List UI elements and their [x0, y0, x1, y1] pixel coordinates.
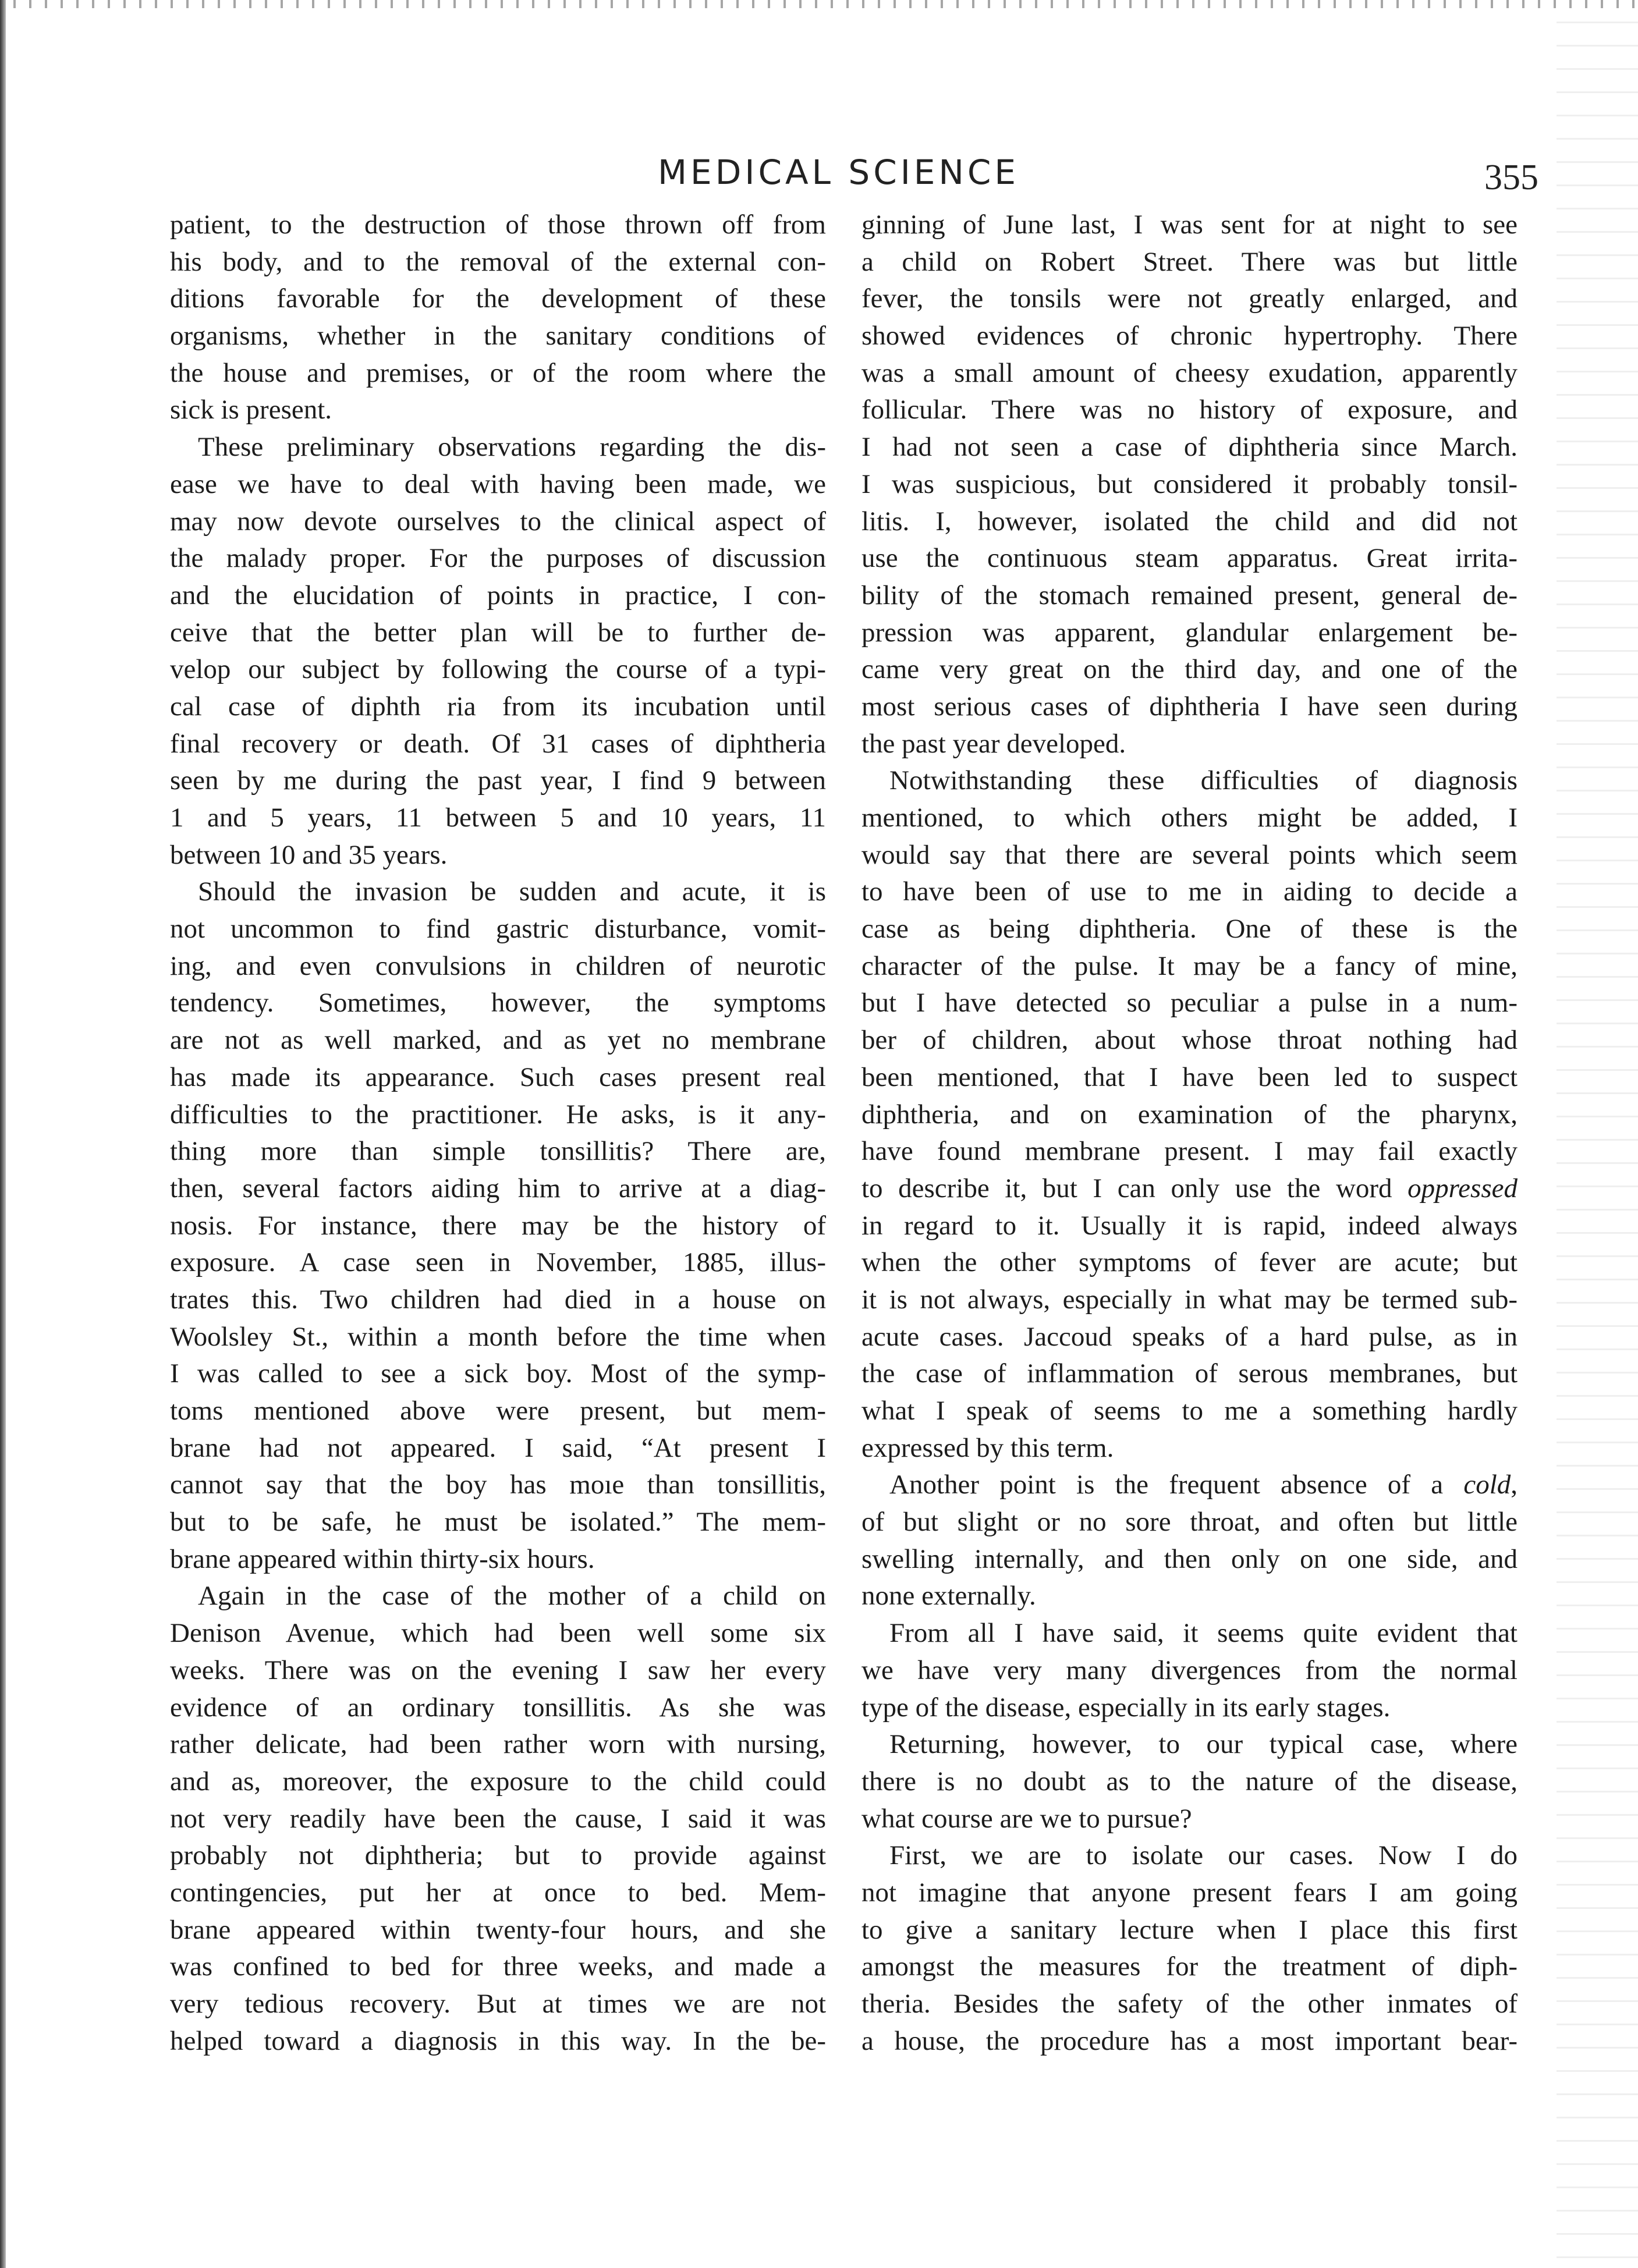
- text-line: ber of children, about whose throat nothing had: [861, 1025, 1518, 1056]
- text-line: been mentioned, that I have been led to suspect: [861, 1062, 1518, 1092]
- text-line: final recovery or death. Of 31 cases of diphtheria: [170, 728, 826, 759]
- text-line: the house and premises, or of the room where the: [170, 357, 826, 388]
- text-line: I was called to see a sick boy. Most of the symp-: [170, 1358, 826, 1389]
- text-line: not imagine that anyone present fears I am going: [861, 1877, 1518, 1908]
- text-line: From all I have said, it seems quite evident that: [889, 1618, 1518, 1649]
- text-line: has made its appearance. Such cases present real: [170, 1062, 826, 1092]
- text-line: but I have detected so peculiar a pulse in a num-: [861, 988, 1518, 1018]
- text-line: I had not seen a case of diphtheria since March.: [861, 432, 1518, 463]
- scan-edge-top: [0, 0, 1638, 8]
- text-line: diphtheria, and on examination of the pharynx,: [861, 1099, 1518, 1130]
- running-header: MEDICAL SCIENCE: [658, 152, 1019, 192]
- text-segment: ,: [1511, 1470, 1518, 1500]
- text-line: there is no doubt as to the nature of the disease,: [861, 1766, 1518, 1797]
- text-line: between 10 and 35 years.: [170, 839, 448, 870]
- text-line: the malady proper. For the purposes of discussion: [170, 543, 826, 574]
- text-line: Returning, however, to our typical case, where: [889, 1729, 1518, 1760]
- text-line: may now devote ourselves to the clinical aspect of: [170, 506, 826, 537]
- italic-word: cold: [1463, 1470, 1511, 1500]
- text-line: but to be safe, he must be isolated.” The mem-: [170, 1507, 826, 1538]
- text-line: fever, the tonsils were not greatly enlarged, and: [861, 283, 1518, 314]
- text-line: brane had not appeared. I said, “At present I: [170, 1432, 826, 1463]
- text-line: thing more than simple tonsillitis? There are,: [170, 1136, 826, 1167]
- text-line: in regard to it. Usually it is rapid, indeed always: [861, 1210, 1518, 1241]
- text-line: type of the disease, especially in its early stages.: [861, 1692, 1391, 1723]
- text-line: it is not always, especially in what may be termed sub-: [861, 1284, 1518, 1315]
- text-line: most serious cases of diphtheria I have seen during: [861, 691, 1518, 722]
- text-line: nosis. For instance, there may be the history of: [170, 1210, 826, 1241]
- text-line: 1 and 5 years, 11 between 5 and 10 years, 11: [170, 803, 826, 833]
- text-line: Woolsley St., within a month before the time when: [170, 1321, 826, 1352]
- text-line: weeks. There was on the evening I saw her every: [170, 1655, 826, 1685]
- text-line: trates this. Two children had died in a house on: [170, 1284, 826, 1315]
- left-column: [170, 207, 826, 2060]
- text-line: ing, and even convulsions in children of neurotic: [170, 950, 826, 981]
- text-line: the case of inflammation of serous membranes, but: [861, 1358, 1518, 1389]
- text-line: a house, the procedure has a most important bear-: [861, 2025, 1518, 2056]
- page-number: 355: [1484, 158, 1538, 197]
- text-line: we have very many divergences from the normal: [861, 1655, 1518, 1685]
- text-line: seen by me during the past year, I find 9 between: [170, 765, 826, 796]
- text-line: would say that there are several points which seem: [861, 839, 1518, 870]
- text-line: acute cases. Jaccoud speaks of a hard pulse, as in: [861, 1321, 1518, 1352]
- text-line: case as being diphtheria. One of these is the: [861, 914, 1518, 945]
- text-line: Again in the case of the mother of a child on: [198, 1581, 826, 1612]
- text-line: [861, 1170, 1518, 1208]
- text-line: rather delicate, had been rather worn with nursing,: [170, 1729, 826, 1760]
- text-line: contingencies, put her at once to bed. Mem-: [170, 1877, 826, 1908]
- text-line: what I speak of seems to me a something hardly: [861, 1396, 1518, 1426]
- text-line: First, we are to isolate our cases. Now I do: [889, 1840, 1518, 1871]
- text-line: Denison Avenue, which had been well some six: [170, 1618, 826, 1649]
- text-line: probably not diphtheria; but to provide against: [170, 1840, 826, 1871]
- text-line: none externally.: [861, 1581, 1036, 1612]
- text-line: difficulties to the practitioner. He asks, is it any-: [170, 1099, 826, 1130]
- text-line: not uncommon to find gastric disturbance, vomit-: [170, 914, 826, 945]
- text-line: bility of the stomach remained present, general de-: [861, 580, 1518, 611]
- text-line: follicular. There was no history of exposure, and: [861, 395, 1518, 425]
- text-line: have found membrane present. I may fail exactly: [861, 1136, 1518, 1167]
- text-line: cannot say that the boy has moıe than tonsillitis,: [170, 1470, 826, 1500]
- text-line: to give a sanitary lecture when I place this first: [861, 1914, 1518, 1945]
- text-line: theria. Besides the safety of the other inmates of: [861, 1989, 1518, 2019]
- text-line: helped toward a diagnosis in this way. In the be-: [170, 2025, 826, 2056]
- text-line: ease we have to deal with having been made, we: [170, 468, 826, 499]
- scan-edge-right: [1557, 0, 1638, 2268]
- text-line: cal case of diphth ria from its incubation until: [170, 691, 826, 722]
- text-line: mentioned, to which others might be added, I: [861, 803, 1518, 833]
- text-line: ginning of June last, I was sent for at night to see: [861, 210, 1518, 240]
- text-line: [861, 1467, 1518, 1504]
- text-line: came very great on the third day, and one of the: [861, 654, 1518, 685]
- text-line: and the elucidation of points in practice, I con-: [170, 580, 826, 611]
- text-line: use the continuous steam apparatus. Great irrita-: [861, 543, 1518, 574]
- text-line: was confined to bed for three weeks, and made a: [170, 1951, 826, 1982]
- text-line: tendency. Sometimes, however, the symptoms: [170, 988, 826, 1018]
- text-segment: to describe it, but I can only use the word: [861, 1173, 1408, 1204]
- text-line: not very readily have been the cause, I said it was: [170, 1803, 826, 1834]
- text-line: and as, moreover, the exposure to the child could: [170, 1766, 826, 1797]
- text-line: litis. I, however, isolated the child and did not: [861, 506, 1518, 537]
- scan-edge-left: [0, 0, 6, 2268]
- text-line: velop our subject by following the course of a typi-: [170, 654, 826, 685]
- text-line: when the other symptoms of fever are acute; but: [861, 1247, 1518, 1278]
- text-line: Should the invasion be sudden and acute, it is: [198, 876, 826, 907]
- right-column: [861, 207, 1518, 2060]
- text-line: brane appeared within twenty-four hours, and she: [170, 1914, 826, 1945]
- text-line: what course are we to pursue?: [861, 1803, 1192, 1834]
- text-line: showed evidences of chronic hypertrophy. There: [861, 321, 1518, 352]
- text-line: of but slight or no sore throat, and often but little: [861, 1507, 1518, 1538]
- text-line: character of the pulse. It may be a fancy of mine,: [861, 950, 1518, 981]
- text-line: expressed by this term.: [861, 1432, 1114, 1463]
- text-line: sick is present.: [170, 395, 332, 425]
- text-line: exposure. A case seen in November, 1885, illus-: [170, 1247, 826, 1278]
- text-line: to have been of use to me in aiding to decide a: [861, 876, 1518, 907]
- text-line: was a small amount of cheesy exudation, apparently: [861, 357, 1518, 388]
- text-line: toms mentioned above were present, but mem-: [170, 1396, 826, 1426]
- text-line: swelling internally, and then only on one side, and: [861, 1543, 1518, 1574]
- text-line: I was suspicious, but considered it probably tonsil-: [861, 468, 1518, 499]
- text-line: then, several factors aiding him to arrive at a diag-: [170, 1173, 826, 1204]
- text-line: the past year developed.: [861, 728, 1126, 759]
- text-line: pression was apparent, glandular enlargement be-: [861, 617, 1518, 648]
- text-line: amongst the measures for the treatment of diph-: [861, 1951, 1518, 1982]
- text-line: are not as well marked, and as yet no membrane: [170, 1025, 826, 1056]
- text-line: ceive that the better plan will be to further de-: [170, 617, 826, 648]
- text-line: ditions favorable for the development of these: [170, 283, 826, 314]
- text-line: brane appeared within thirty-six hours.: [170, 1543, 595, 1574]
- italic-word: oppressed: [1407, 1173, 1518, 1204]
- text-line: his body, and to the removal of the external con-: [170, 246, 826, 277]
- text-line: very tedious recovery. But at times we are not: [170, 1989, 826, 2019]
- text-line: patient, to the destruction of those thrown off from: [170, 210, 826, 240]
- text-segment: Another point is the frequent absence of a: [889, 1470, 1464, 1500]
- text-line: Notwithstanding these difficulties of diagnosis: [889, 765, 1518, 796]
- text-line: These preliminary observations regarding the dis-: [198, 432, 826, 463]
- text-line: evidence of an ordinary tonsillitis. As she was: [170, 1692, 826, 1723]
- text-line: organisms, whether in the sanitary conditions of: [170, 321, 826, 352]
- text-line: a child on Robert Street. There was but little: [861, 246, 1518, 277]
